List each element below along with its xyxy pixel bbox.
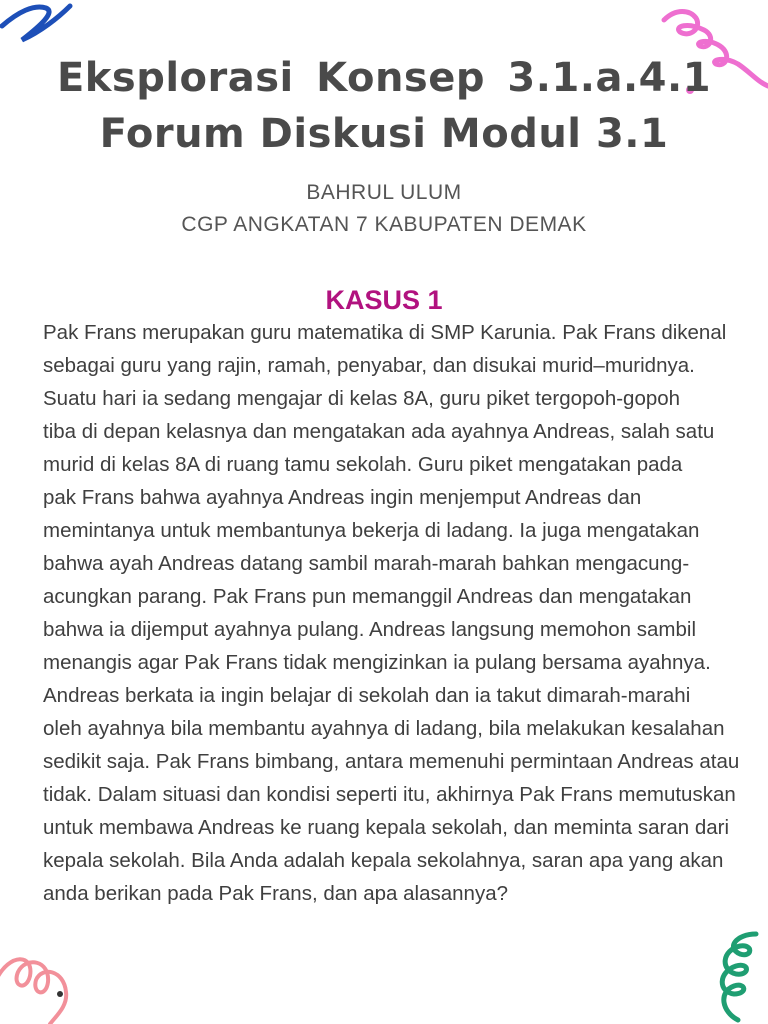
paragraph-line: Andreas berkata ia ingin belajar di sekolah dan ia takut dimarah-marahi [43, 684, 691, 707]
paragraph-line: tidak. Dalam situasi dan kondisi seperti itu, akhirnya Pak Frans memutuskan [43, 783, 736, 806]
paragraph-line: pak Frans bahwa ayahnya Andreas ingin menjemput Andreas dan [43, 486, 642, 509]
author-name: BAHRUL ULUM [306, 181, 462, 204]
paragraph-line: bahwa ayah Andreas datang sambil marah-marah bahkan mengacung- [43, 552, 690, 575]
paragraph-line: acungkan parang. Pak Frans pun memanggil Andreas dan mengatakan [43, 585, 692, 608]
paragraph-line: oleh ayahnya bila membantu ayahnya di ladang, bila melakukan kesalahan [43, 717, 725, 740]
paragraph-line: sebagai guru yang rajin, ramah, penyabar, dan disukai murid–muridnya. [43, 354, 695, 377]
author-affiliation: CGP ANGKATAN 7 KABUPATEN DEMAK [181, 213, 587, 236]
paragraph-line: untuk membawa Andreas ke ruang kepala sekolah, dan meminta saran dari [43, 816, 730, 839]
paragraph-line: menangis agar Pak Frans tidak mengizinkan ia pulang bersama ayahnya. [43, 651, 711, 674]
paragraph-line: anda berikan pada Pak Frans, dan apa alasannya? [43, 882, 509, 905]
paragraph-line: bahwa ia dijemput ayahnya pulang. Andreas langsung memohon sambil [43, 618, 697, 641]
paragraph-line: murid di kelas 8A di ruang tamu sekolah. Guru piket mengatakan pada [43, 453, 683, 476]
case-paragraph [43, 316, 743, 910]
paragraph-line: Pak Frans merupakan guru matematika di SMP Karunia. Pak Frans dikenal [43, 321, 727, 344]
salmon-squiggle-icon [0, 940, 90, 1024]
paragraph-line: Suatu hari ia sedang mengajar di kelas 8A, guru piket tergopoh-gopoh [43, 387, 681, 410]
paragraph-line: sedikit saja. Pak Frans bimbang, antara memenuhi permintaan Andreas atau [43, 750, 740, 773]
page-title-line-2: Forum Diskusi Modul 3.1 [99, 111, 669, 157]
paragraph-line: kepala sekolah. Bila Anda adalah kepala sekolahnya, saran apa yang akan [43, 849, 724, 872]
case-heading: KASUS 1 [325, 285, 443, 315]
paragraph-line: memintanya untuk membantunya bekerja di ladang. Ia juga mengatakan [43, 519, 700, 542]
paragraph-line: tiba di depan kelasnya dan mengatakan ada ayahnya Andreas, salah satu [43, 420, 715, 443]
green-squiggle-icon [696, 930, 768, 1024]
page-title-line-1: Eksplorasi Konsep 3.1.a.4.1 [56, 55, 712, 101]
